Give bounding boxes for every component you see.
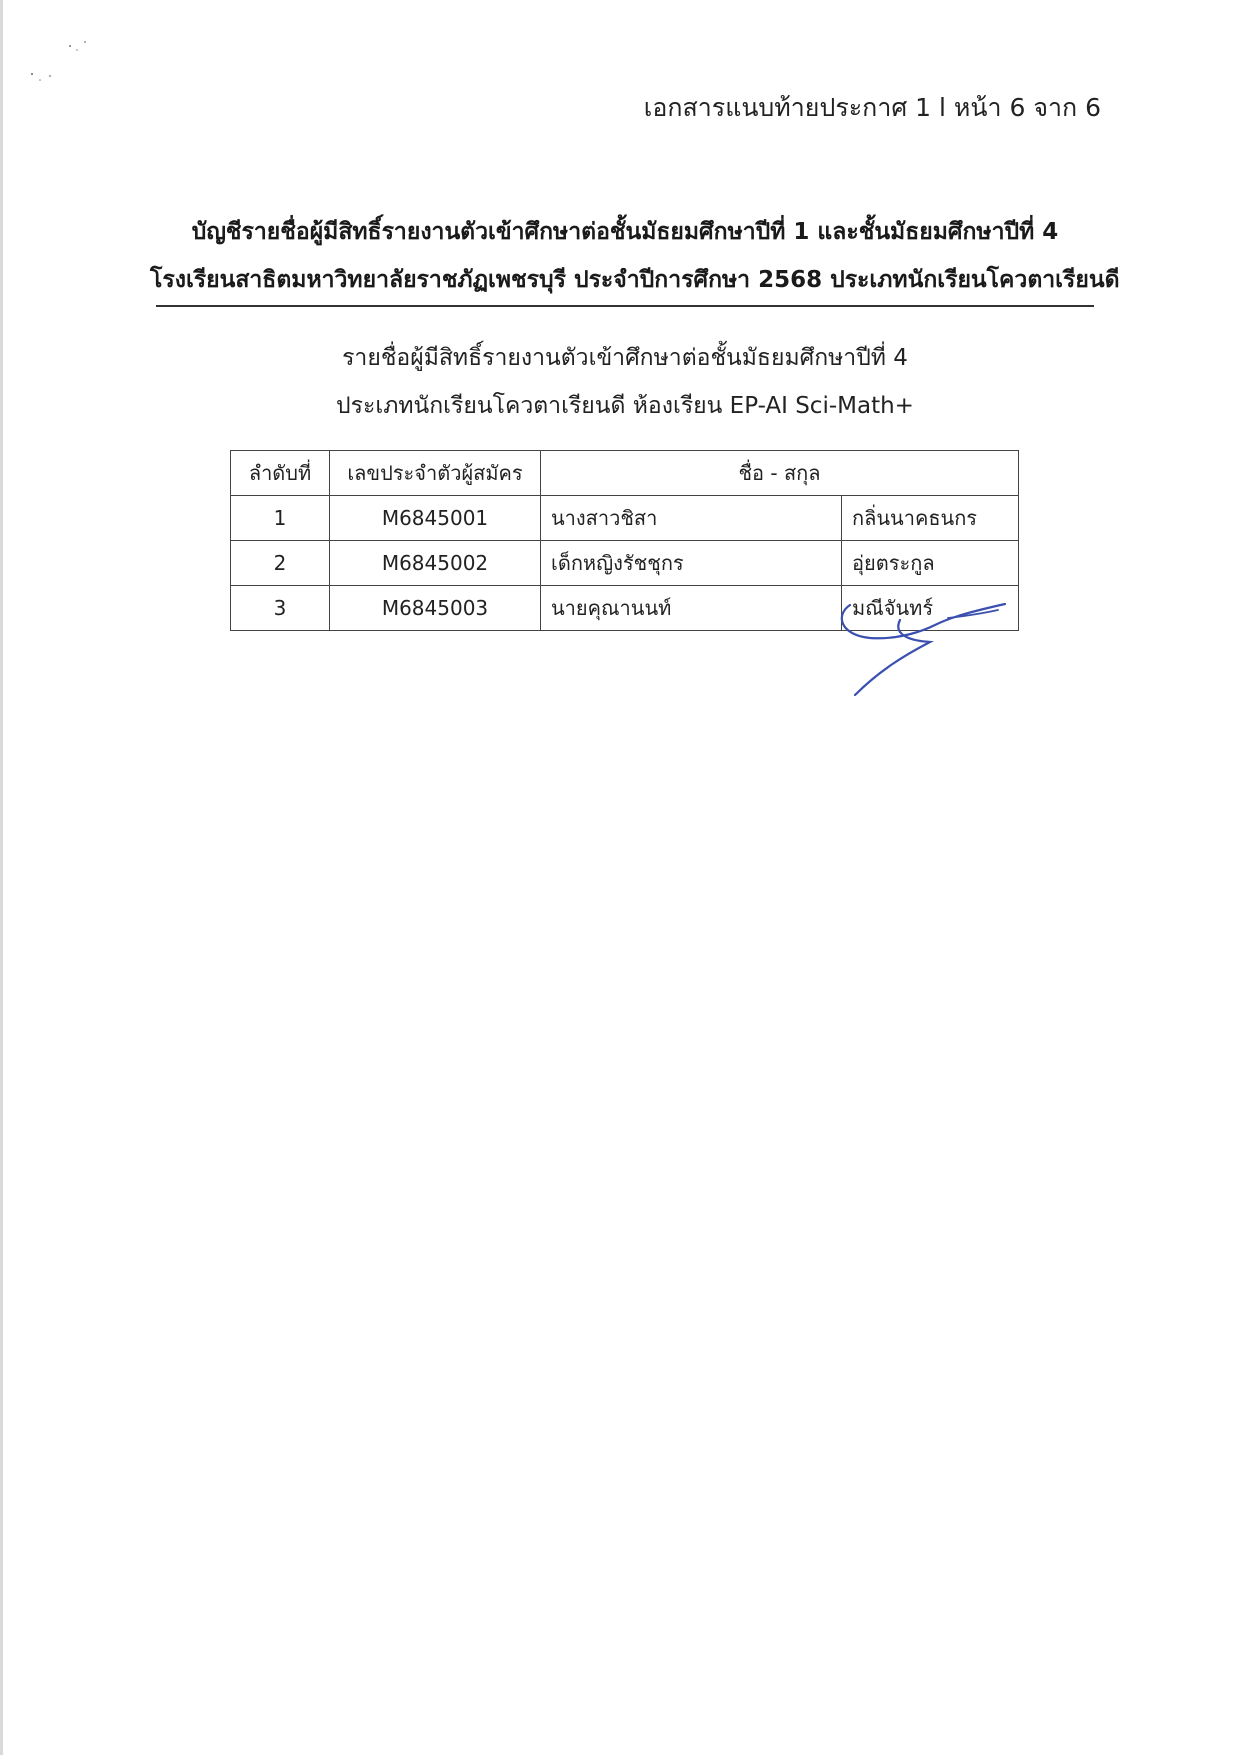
- table-row: [231, 541, 1019, 586]
- list-subtitle-line-1: รายชื่อผู้มีสิทธิ์รายงานตัวเข้าศึกษาต่อชั้นมัธยมศึกษาปีที่ 4: [342, 345, 908, 371]
- title-underline: [156, 305, 1094, 307]
- row-applicant-id: M6845002: [330, 541, 541, 586]
- row-last-name: อุ่ยตระกูล: [842, 541, 1019, 586]
- scan-specks: [30, 38, 90, 88]
- row-no: 1: [231, 496, 330, 541]
- row-applicant-id: M6845003: [330, 586, 541, 631]
- page-reference: เอกสารแนบท้ายประกาศ 1 l หน้า 6 จาก 6: [643, 93, 1101, 122]
- document-title-line-1: บัญชีรายชื่อผู้มีสิทธิ์รายงานตัวเข้าศึกษาต่อชั้นมัธยมศึกษาปีที่ 1 และชั้นมัธยมศึกษาปีที่ 4: [191, 219, 1059, 245]
- row-last-name: กลิ่นนาคธนกร: [842, 496, 1019, 541]
- header-name: ชื่อ - สกุล: [541, 451, 1019, 496]
- row-no: 2: [231, 541, 330, 586]
- student-roster-table: [230, 450, 1019, 631]
- row-last-name: มณีจันทร์: [842, 586, 1019, 631]
- scan-edge: [0, 0, 3, 1755]
- row-first-name: เด็กหญิงรัชชุกร: [541, 541, 842, 586]
- row-first-name: นายคุณานนท์: [541, 586, 842, 631]
- table-header-row: [231, 451, 1019, 496]
- header-applicant-id: เลขประจำตัวผู้สมัคร: [330, 451, 541, 496]
- row-no: 3: [231, 586, 330, 631]
- row-applicant-id: M6845001: [330, 496, 541, 541]
- header-no: ลำดับที่: [231, 451, 330, 496]
- table-row: [231, 586, 1019, 631]
- list-subtitle-line-2: ประเภทนักเรียนโควตาเรียนดี ห้องเรียน EP-AI Sci-Math+: [336, 393, 914, 419]
- row-first-name: นางสาวชิสา: [541, 496, 842, 541]
- document-title-line-2: โรงเรียนสาธิตมหาวิทยาลัยราชภัฏเพชรบุรี ประจำปีการศึกษา 2568 ประเภทนักเรียนโควตาเรียนดี: [150, 267, 1120, 293]
- table-row: [231, 496, 1019, 541]
